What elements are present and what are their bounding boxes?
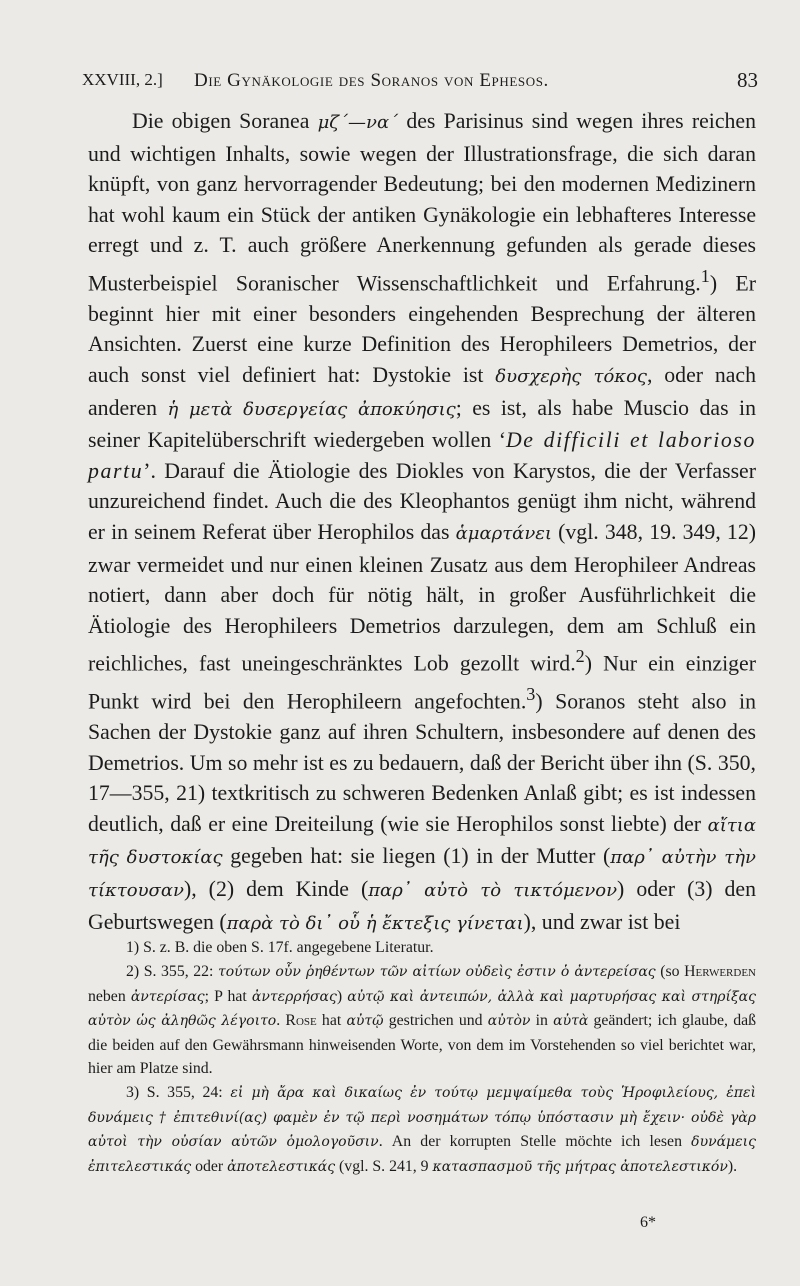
text-run: (so <box>655 963 685 981</box>
text-run: des Parisinus sind wegen ihres reichen und wichtigen Inhalts, sowie wegen der Illustrationsfrage, die sich daran knüpft, von ganz hervorragender Bedeutung; bei den modernen Medizinern hat wohl kaum ein Stück der antiken Gynäkologie ein lebhafteres Interesse erregt und z. T. auch größere Anerkennung gefunden als gerade dieses Musterbeispiel Soranischer Wissenschaftlichkeit und Erfahrung. <box>88 109 756 296</box>
greek-run: κατασπασμοῦ τῆς μήτρας ἀποτελεστικόν <box>432 1158 728 1175</box>
greek-run: τούτων οὖν ῥηθέντων τῶν αἰτίων οὐδεὶς ἐστιν ὁ ἀντερείσας <box>218 964 656 981</box>
greek-run: εἰ μὴ ἄρα καὶ δικαίως ἐν τούτῳ μεμψαίμεθα τοὺς Ἡροφιλείους, ἐπεὶ δυνάμεις † ἐπιτεθινί(ας) φαμὲν ἐν τῷ περὶ νοσημάτων τόπῳ ὑπόστασιν μὴ ἔχειν· οὐδὲ γὰρ αὐτοὶ τὴν οὐσίαν αὐτῶν ὁμολογοῦσιν <box>88 1085 756 1151</box>
footnote-ref: 1 <box>700 265 710 286</box>
text-run: . An der korrupten Stelle möchte ich lesen <box>378 1133 692 1151</box>
chapter-reference: XXVIII, 2.] <box>82 70 163 89</box>
text-run: hat <box>316 1012 347 1030</box>
footnote-ref: 2 <box>575 646 585 667</box>
greek-run: δυνάμεις ἐπιτελεστικάς <box>88 1134 756 1175</box>
greek-run: παρ᾽ αὐτὸ τὸ τικτόμενον <box>368 880 618 902</box>
footnote-ref: 3 <box>526 684 536 705</box>
greek-run: αὐτὰ <box>553 1013 589 1030</box>
greek-run: ἁμαρτάνει <box>455 522 552 544</box>
footnotes <box>88 936 756 1180</box>
text-run: (vgl. S. 241, 9 <box>335 1157 433 1175</box>
greek-run: ἀντερίσας <box>130 988 205 1005</box>
text-run: ), (2) dem Kinde ( <box>183 877 369 902</box>
text-run: gestrichen und <box>383 1012 488 1030</box>
greek-run: ἡ μετὰ δυσεργείας ἀποκύησις <box>167 398 456 420</box>
text-run: ) <box>336 987 348 1005</box>
text-run: neben <box>88 987 131 1005</box>
text-run: geändert; ich glaube, daß die beiden auf den Gewährsmann hinweisenden Worte, von dem im Vorstehenden so viel berichtet war, hier am Platze sind. <box>88 1012 757 1078</box>
greek-run: παρ᾽ αὐτὴν τὴν τίκτουσαν <box>88 847 756 902</box>
running-header <box>82 62 758 102</box>
main-text <box>88 106 756 939</box>
text-run: oder <box>191 1157 228 1175</box>
text-run: in <box>530 1012 554 1030</box>
text-run: ) oder (3) den Geburtswegen ( <box>88 877 756 934</box>
text-run: ) Nur ein einziger Punkt wird bei den Herophileern angefochten. <box>88 651 756 714</box>
greek-run: μζ΄—να΄ <box>317 112 399 133</box>
text-run: ; es ist, als habe Muscio das in seiner Kapitelüberschrift wiedergeben wollen ‘ <box>88 395 756 453</box>
text-run: ). <box>727 1157 738 1175</box>
footnote-1: 1) S. z. B. die oben S. 17f. angegebene Literatur. <box>126 939 434 956</box>
paragraph <box>88 106 756 939</box>
footnote-separator <box>88 928 756 929</box>
signature-mark: 6* <box>640 1214 656 1231</box>
text-run: 3) S. 355, 24: <box>126 1084 231 1102</box>
text-run: ’. Darauf die Ätiologie des Diokles von Karystos, die der Verfasser unzureichend findet. Auch die des Kleophantos genügt ihm nicht, während er in seinem Referat über Herophilos das <box>88 458 756 544</box>
text-run: ), und zwar ist bei <box>523 909 681 934</box>
latin-title: De difficili et laborioso partu <box>88 428 757 483</box>
text-run: 2) S. 355, 22: <box>126 963 218 981</box>
greek-run: παρὰ τὸ δι᾽ οὗ ἡ ἔκτεξις γίνεται <box>226 912 524 934</box>
greek-run: αὐτῷ <box>346 1013 384 1030</box>
text-run: ) Er beginnt hier mit einer besonders eingehenden Besprechung der älteren Ansichten. Zuerst eine kurze Definition des Herophileers Demetrios, der auch sonst viel definiert hat: Dystokie ist <box>88 271 757 388</box>
greek-run: ἀντερρήσας <box>251 988 337 1005</box>
greek-run: αὐτῷ καὶ ἀντειπών, ἀλλὰ καὶ μαρτυρήσας καὶ στηρίξας αὐτὸν ὡς ἀληθῶς λέγοιτο <box>88 988 756 1030</box>
footnote-2 <box>88 960 756 1080</box>
greek-run: αἴτια τῆς δυστοκίας <box>88 814 756 869</box>
text-run: . <box>276 1012 286 1030</box>
text-run: ; P hat <box>204 987 252 1005</box>
greek-run: δυσχερὴς τόκος <box>495 366 647 388</box>
text-run: Die obigen Soranea <box>132 109 318 133</box>
author-name: Rose <box>285 1012 317 1030</box>
greek-run: ἀποτελεστικάς <box>227 1158 336 1175</box>
page-number: 83 <box>737 68 758 92</box>
author-name: Herwerden <box>684 963 756 981</box>
text-run: (vgl. 348, 19. 349, 12) zwar vermeidet und nur einen kleinen Zusatz aus dem Herophileer Andreas notiert, dann aber doch für nötig hält, in großer Ausführlichkeit die Ätiologie des Herophileers Demetrios darzulegen, dem am Schluß ein reichliches, fast uneingeschränktes Lob gezollt wird. <box>88 519 756 676</box>
text-run: , oder nach anderen <box>88 363 756 420</box>
text-run: gegeben hat: sie liegen (1) in der Mutter ( <box>222 844 611 869</box>
greek-run: αὐτὸν <box>487 1013 531 1030</box>
footnote-3 <box>88 1081 756 1179</box>
running-title: Die Gynäkologie des Soranos von Ephesos. <box>194 70 549 91</box>
text-run: ) Soranos steht also in Sachen der Dystokie ganz auf ihren Schultern, insbesondere auf denen des Demetrios. Um so mehr ist es zu bedauern, daß der Bericht über ihn (S. 350, 17—355, 21) textkritisch zu schweren Bedenken Anlaß gibt; es ist indessen deutlich, daß er eine Dreiteilung (wie sie Herophilos sonst liebte) der <box>88 689 756 836</box>
